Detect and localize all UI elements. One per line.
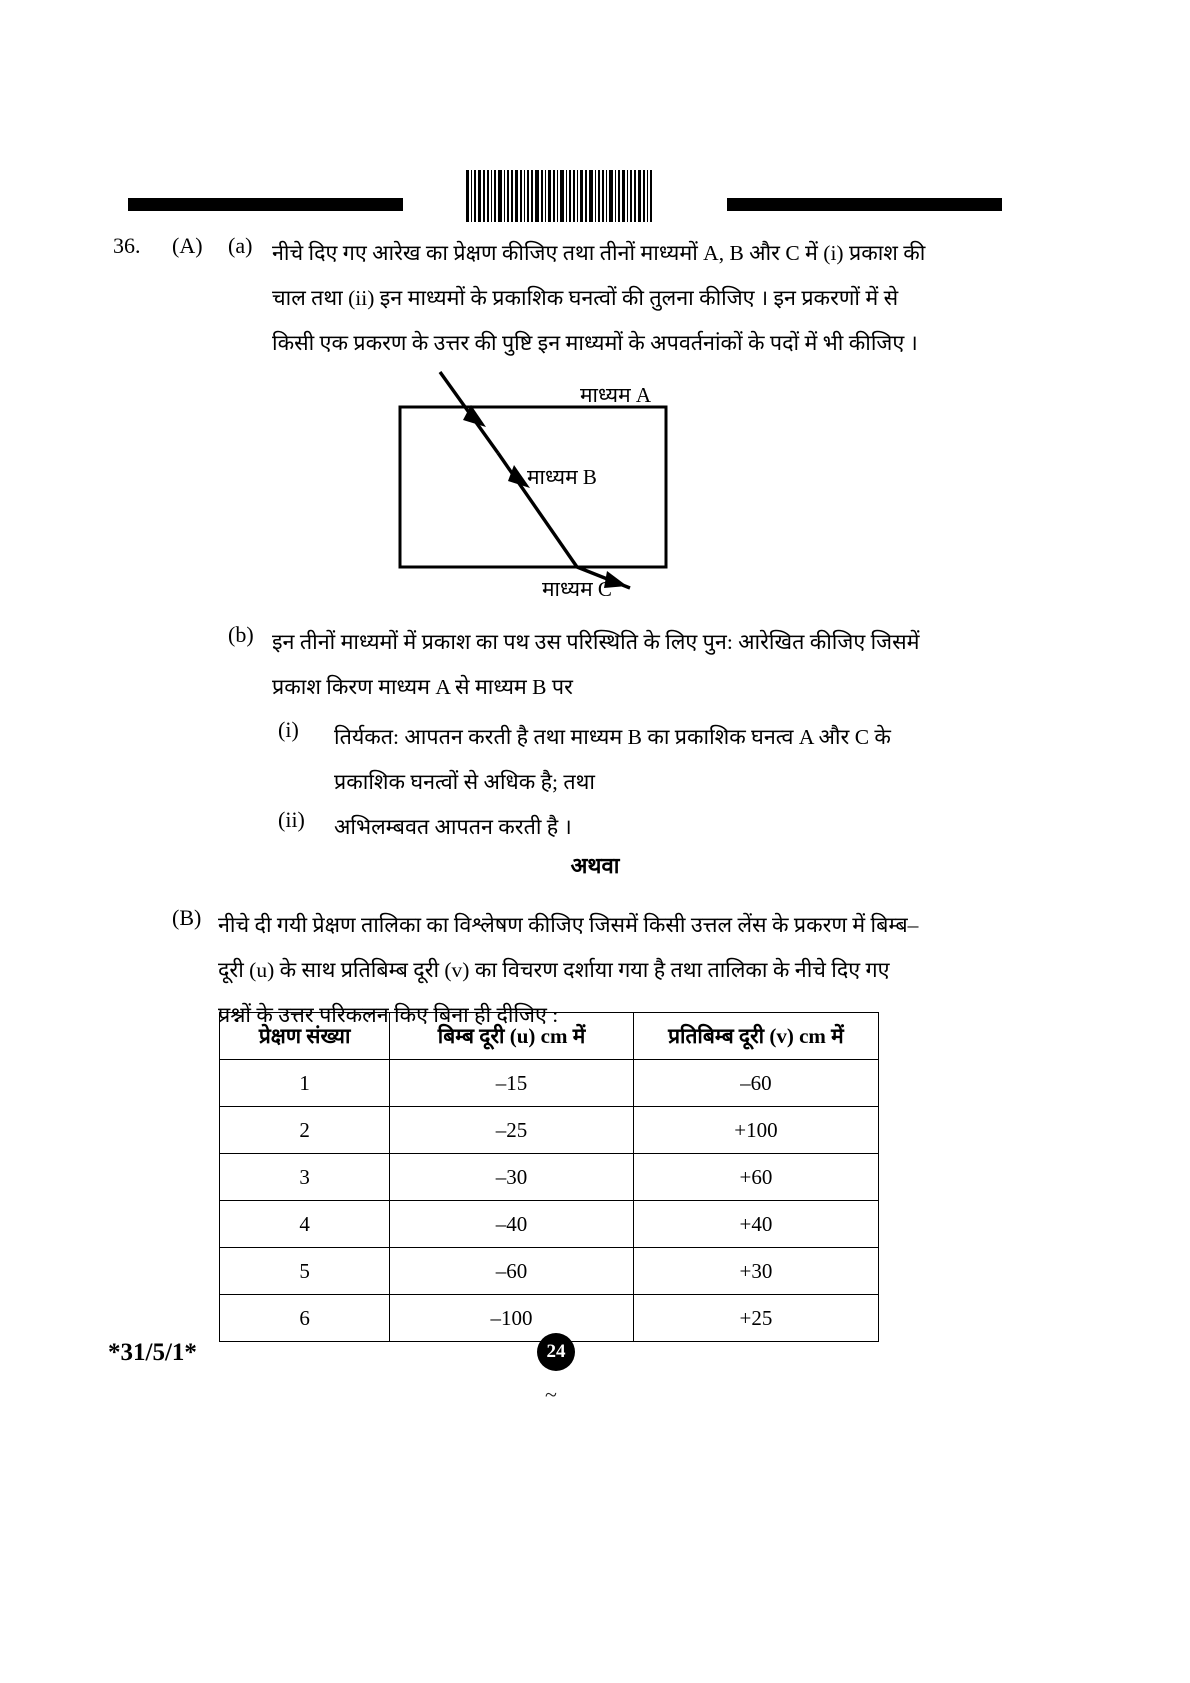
sub-b-line-1: इन तीनों माध्यमों में प्रकाश का पथ उस परिस्थिति के लिए पुन: आरेखित कीजिए जिसमें xyxy=(272,630,920,654)
medium-b-label: माध्यम B xyxy=(527,465,597,489)
paper-code: *31/5/1* xyxy=(108,1339,197,1366)
roman-i-line-1: तिर्यकत: आपतन करती है तथा माध्यम B का प्रकाशिक घनत्व A और C के xyxy=(334,725,891,749)
cell-observation-no: 3 xyxy=(220,1154,390,1201)
cell-object-distance: –25 xyxy=(390,1107,634,1154)
option-b-line-1: नीचे दी गयी प्रेक्षण तालिका का विश्लेषण कीजिए जिसमें किसी उत्तल लेंस के प्रकरण में बिम्ब– xyxy=(218,913,919,937)
option-a-marker: (A) xyxy=(172,233,203,258)
roman-i-marker: (i) xyxy=(278,717,299,742)
cell-image-distance: +60 xyxy=(633,1154,878,1201)
medium-a-label: माध्यम A xyxy=(580,383,652,407)
cell-observation-no: 5 xyxy=(220,1248,390,1295)
option-b-marker: (B) xyxy=(172,905,202,930)
medium-c-label: माध्यम C xyxy=(542,577,612,601)
or-divider: अथवा xyxy=(570,853,620,878)
cell-image-distance: –60 xyxy=(633,1060,878,1107)
sub-b-body xyxy=(272,620,954,710)
cell-image-distance: +25 xyxy=(633,1295,878,1342)
cell-image-distance: +40 xyxy=(633,1201,878,1248)
column-header-object-distance: बिम्ब दूरी (u) cm में xyxy=(390,1013,634,1060)
roman-i-body xyxy=(334,715,954,805)
page-header xyxy=(0,186,1190,226)
page-number-badge: 24 xyxy=(537,1333,575,1371)
cell-image-distance: +30 xyxy=(633,1248,878,1295)
option-b-line-3: प्रश्नों के उत्तर परिकलन किए बिना ही दीजिए : xyxy=(218,1003,559,1027)
table-row xyxy=(220,1107,879,1154)
header-rule-left xyxy=(128,198,403,211)
roman-ii-body xyxy=(334,805,954,850)
cell-observation-no: 2 xyxy=(220,1107,390,1154)
table-row xyxy=(220,1060,879,1107)
sub-a-body xyxy=(272,231,952,366)
cell-observation-no: 6 xyxy=(220,1295,390,1342)
cell-object-distance: –15 xyxy=(390,1060,634,1107)
roman-i-line-2: प्रकाशिक घनत्वों से अधिक है; तथा xyxy=(334,770,595,794)
sub-a-marker: (a) xyxy=(228,233,253,258)
sub-b-marker: (b) xyxy=(228,622,254,647)
header-rule-right xyxy=(727,198,1002,211)
column-header-observation-no: प्रेक्षण संख्या xyxy=(220,1013,390,1060)
sub-a-line-1: नीचे दिए गए आरेख का प्रेक्षण कीजिए तथा तीनों माध्यमों A, B और C में (i) प्रकाश की xyxy=(272,241,926,265)
cell-observation-no: 4 xyxy=(220,1201,390,1248)
sub-a-line-3: किसी एक प्रकरण के उत्तर की पुष्टि इन माध्यमों के अपवर्तनांकों के पदों में भी कीजिए । xyxy=(272,331,918,355)
tilde-mark: ~ xyxy=(545,1382,557,1407)
cell-object-distance: –40 xyxy=(390,1201,634,1248)
roman-ii-line-1: अभिलम्बवत आपतन करती है । xyxy=(334,815,572,839)
question-number: 36. xyxy=(113,233,141,258)
cell-object-distance: –100 xyxy=(390,1295,634,1342)
cell-object-distance: –30 xyxy=(390,1154,634,1201)
cell-object-distance: –60 xyxy=(390,1248,634,1295)
option-b-line-2: दूरी (u) के साथ प्रतिबिम्ब दूरी (v) का विचरण दर्शाया गया है तथा तालिका के नीचे दिए गए xyxy=(218,958,890,982)
table-header-row xyxy=(220,1013,879,1060)
table-row xyxy=(220,1154,879,1201)
cell-observation-no: 1 xyxy=(220,1060,390,1107)
sub-a-line-2: चाल तथा (ii) इन माध्यमों के प्रकाशिक घनत्वों की तुलना कीजिए । इन प्रकरणों में से xyxy=(272,286,899,310)
roman-ii-marker: (ii) xyxy=(278,807,305,832)
sub-b-line-2: प्रकाश किरण माध्यम A से माध्यम B पर xyxy=(272,675,573,699)
refraction-ray-diagram xyxy=(330,360,750,615)
table-row xyxy=(220,1201,879,1248)
cell-image-distance: +100 xyxy=(633,1107,878,1154)
table-row xyxy=(220,1248,879,1295)
barcode-icon xyxy=(466,170,654,222)
column-header-image-distance: प्रतिबिम्ब दूरी (v) cm में xyxy=(633,1013,878,1060)
observation-table xyxy=(219,1012,879,1342)
